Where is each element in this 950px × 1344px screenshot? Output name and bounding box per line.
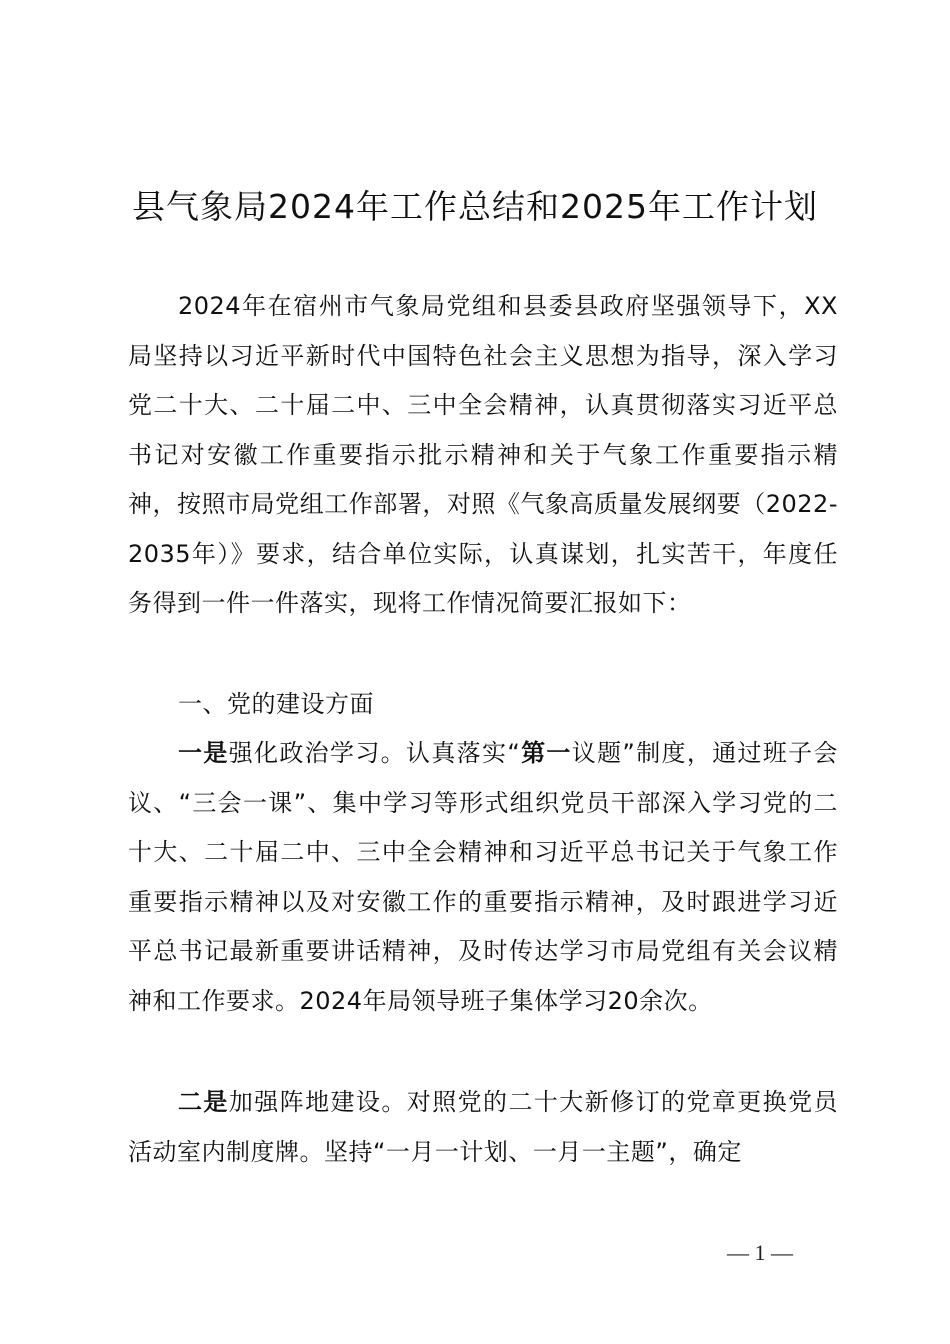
item-1-lead: 一是 [178,739,229,767]
item-2-paragraph [128,1078,838,1177]
item-1-bold: 第一 [520,739,572,767]
item-1-paragraph [128,729,838,1026]
item-1-body-a: 强化政治学习。认真落实“ [228,739,521,767]
item-1-body-b: 议题”制度，通过班子会议、“三会一课”、集中学习等形式组织党员干部深入学习党的二十大、二十届二中、三中全会精神和习近平总书记关于气象工作重要指示精神以及对安徽工作的重要指示精神，及时跟进学习近平总书记最新重要讲话精神，及时传达学习市局党组有关会议精神和工作要求。2024年局领导班子集体学习20余次。 [128,739,839,1015]
document-title: 县气象局2024年工作总结和2025年工作计划 [132,187,818,226]
page-number: — 1 — [727,1240,793,1265]
item-2-lead: 二是 [178,1088,229,1116]
item-2-body: 加强阵地建设。对照党的二十大新修订的党章更换党员活动室内制度牌。坚持“一月一计划、一月一主题”，确定 [128,1088,839,1166]
section-heading: 一、党的建设方面 [178,690,374,718]
intro-paragraph: 2024年在宿州市气象局党组和县委县政府坚强领导下，XX局坚持以习近平新时代中国特色社会主义思想为指导，深入学习党二十大、二十届二中、三中全会精神，认真贯彻落实习近平总书记对安徽工作重要指示批示精神和关于气象工作重要指示精神，按照市局党组工作部署，对照《气象高质量发展纲要（2022-2035年）》要求，结合单位实际，认真谋划，扎实苦干，年度任务得到一件一件落实，现将工作情况简要汇报如下： [128,292,838,617]
